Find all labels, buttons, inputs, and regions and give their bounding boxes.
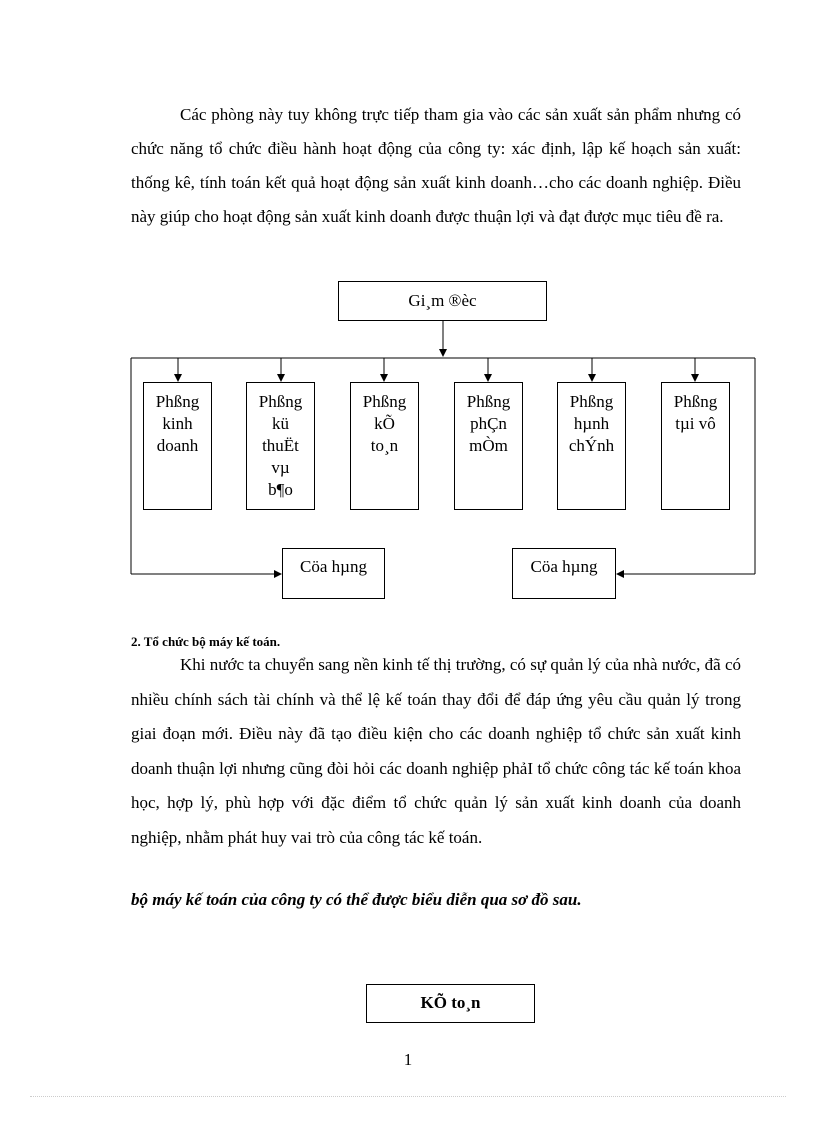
page-bottom-rule — [30, 1096, 786, 1097]
dept-box-finance: Phßng tµi vô — [661, 382, 730, 510]
dept-box-software: Phßng phÇn mÒm — [454, 382, 523, 510]
section-heading: 2. Tổ chức bộ máy kế toán. — [131, 634, 281, 649]
paragraph-1: Các phòng này tuy không trực tiếp tham gia vào các sản xuất sản phẩm nhưng có chức năng tổ chức điều hành hoạt động của công ty: xác định, lập kế hoạch sản xuất: thống kê, tính toán kết quả hoạt động sản xuất kinh doanh…cho các doanh nghiệp. Điều này giúp cho hoạt động sản xuất kinh doanh được thuận lợi và đạt được mục tiêu đề ra. — [131, 105, 741, 226]
dept-box-technical: Phßng kü thuËt vµ b¶o — [246, 382, 315, 510]
accounting-box: KÕ to¸n — [366, 984, 535, 1023]
page-number: 1 — [403, 1050, 413, 1069]
paragraph-2: Khi nước ta chuyển sang nền kinh tế thị trường, có sự quản lý của nhà nước, đã có nhiều chính sách tài chính và thể lệ kế toán thay đổi để đáp ứng yêu cầu quản lý trong giai đoạn mới. Điều này đã tạo điều kiện cho các doanh nghiệp tổ chức sản xuất kinh doanh thuận lợi nhưng cũng đòi hỏi các doanh nghiệp phảI tổ chức công tác kế toán khoa học, hợp lý, phù hợp với đặc điểm tổ chức quản lý sản xuất kinh doanh của doanh nghiệp, nhằm phát huy vai trò của công tác kế toán. — [131, 655, 741, 847]
dept-box-accounting: Phßng kÕ to¸n — [350, 382, 419, 510]
director-box: Gi¸m ®èc — [338, 281, 547, 321]
store-box-left: Cöa hµng — [282, 548, 385, 599]
dept-box-admin: Phßng hµnh chÝnh — [557, 382, 626, 510]
chart-intro-line: bộ máy kế toán của công ty có thể được biểu diễn qua sơ đồ sau. — [131, 890, 582, 909]
store-box-right: Cöa hµng — [512, 548, 616, 599]
dept-box-business: Phßng kinh doanh — [143, 382, 212, 510]
